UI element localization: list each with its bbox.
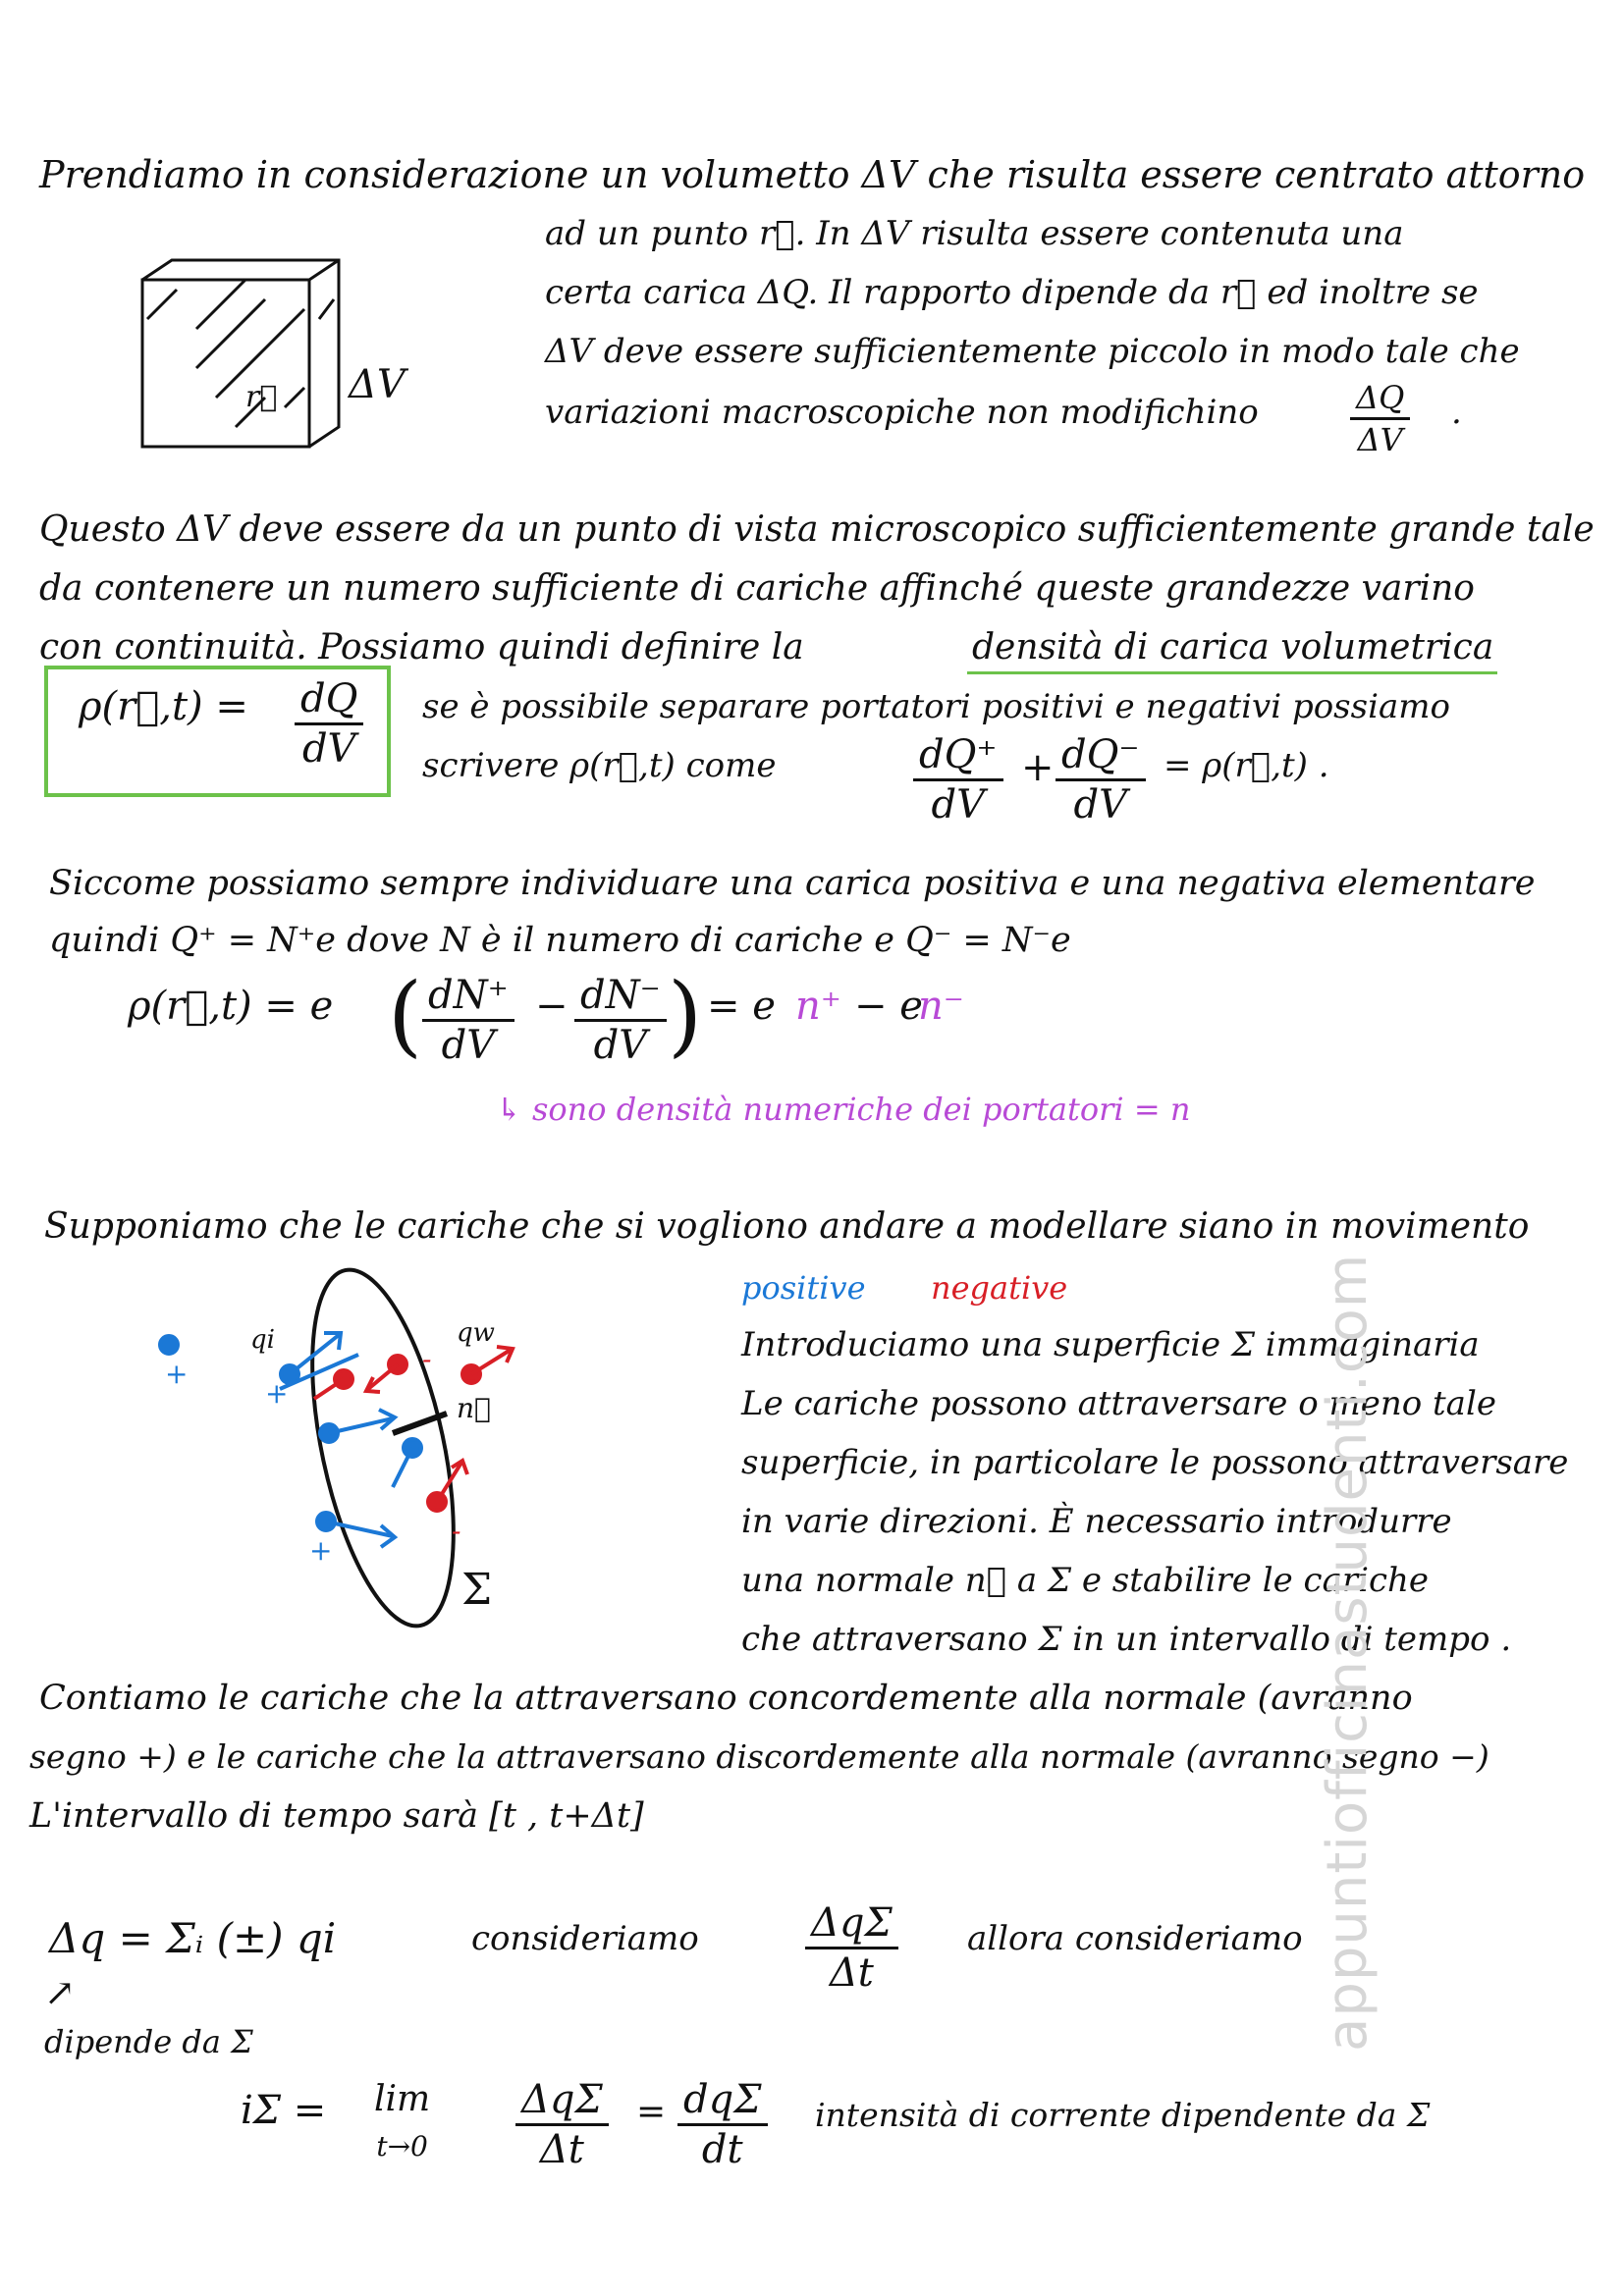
p1-line5: variazioni macroscopiche non modifichino bbox=[545, 393, 1259, 432]
p6-frac-den: Δt bbox=[829, 1950, 874, 1996]
p3-eq-rhs-b: − e bbox=[854, 984, 923, 1029]
p6-intensity: intensità di corrente dipendente da Σ bbox=[815, 2096, 1431, 2134]
fig-plus-1: + bbox=[165, 1358, 189, 1390]
p3-note: ↳ sono densità numeriche dei portatori = n bbox=[496, 1091, 1191, 1128]
p3-frac2-num: dN⁻ bbox=[574, 972, 667, 1022]
p2-frac1-num: dQ⁺ bbox=[913, 731, 1003, 781]
green-underline bbox=[967, 671, 1497, 674]
p6-lim-den: Δt bbox=[539, 2127, 584, 2172]
p2-line4: se è possibile separare portatori positivi e negativi possiamo bbox=[422, 687, 1450, 726]
boxed-lhs: ρ(r⃗,t) = bbox=[79, 684, 248, 729]
p1-frac-num: ΔQ bbox=[1350, 378, 1410, 420]
boxed-frac bbox=[295, 675, 363, 773]
p5-line1: Contiamo le cariche che la attraversano concordemente alla normale (avranno bbox=[39, 1679, 1413, 1718]
p2-line1: Questo ΔV deve essere da un punto di vista microscopico sufficientemente grande tale bbox=[39, 509, 1595, 550]
p2-line5a: scrivere ρ(r⃗,t) come bbox=[422, 746, 777, 785]
p4-r6: che attraversano Σ in un intervallo di tempo . bbox=[741, 1620, 1512, 1659]
p3-line1: Siccome possiamo sempre individuare una carica positiva e una negativa elementare bbox=[49, 864, 1536, 903]
p6-i-lhs: iΣ = bbox=[241, 2088, 327, 2133]
legend-negative: negative bbox=[931, 1269, 1068, 1307]
p6-consider1: consideriamo bbox=[471, 1919, 699, 1958]
p6-lim-bot: t→0 bbox=[376, 2130, 428, 2163]
boxed-den: dV bbox=[301, 726, 356, 772]
p6-lim-num: ΔqΣ bbox=[515, 2076, 609, 2126]
p3-minus: − bbox=[535, 984, 568, 1029]
cube-figure bbox=[137, 260, 373, 456]
p3-frac1-num: dN⁺ bbox=[422, 972, 514, 1022]
p3-eq-rhs-a: = e bbox=[707, 984, 776, 1029]
fig-plus-2: + bbox=[265, 1377, 289, 1410]
p2-line3a: con continuità. Possiamo quindi definire la bbox=[39, 627, 804, 667]
p4-r4: in varie direzioni. È necessario introdurre bbox=[741, 1502, 1452, 1541]
p6-eq: = bbox=[636, 2092, 667, 2132]
fig-sigma: Σ bbox=[461, 1565, 493, 1615]
p3-line2: quindi Q⁺ = N⁺e dove N è il numero di cariche e Q⁻ = N⁻e bbox=[49, 921, 1071, 960]
fig-minus-1: - bbox=[422, 1343, 432, 1375]
p5-line3: L'intervallo di tempo sarà [t , t+Δt] bbox=[29, 1796, 644, 1836]
p3-frac1-den: dV bbox=[441, 1023, 496, 1068]
watermark: appuntiofficinastudenti.com bbox=[1316, 1253, 1380, 2052]
p2-frac1-den: dV bbox=[931, 782, 985, 828]
surface-sigma-ellipse bbox=[286, 1257, 480, 1638]
fig-plus-3: + bbox=[309, 1534, 333, 1567]
p2-frac1 bbox=[913, 731, 1003, 828]
cube-dv-label: ΔV bbox=[349, 362, 406, 407]
p1-fraction bbox=[1350, 378, 1410, 459]
p2-frac2-num: dQ⁻ bbox=[1056, 731, 1146, 781]
p1-line3: certa carica ΔQ. Il rapporto dipende da r⃗ ed inoltre se bbox=[545, 273, 1479, 312]
fig-minus-2: - bbox=[466, 1362, 476, 1395]
fig-qw: qw bbox=[457, 1318, 495, 1348]
p3-frac2 bbox=[574, 972, 667, 1069]
p4-r3: superficie, in particolare le possono attraversare bbox=[741, 1443, 1569, 1482]
p3-paren-open: ( bbox=[388, 964, 423, 1067]
p6-arrow: ↗ bbox=[44, 1971, 76, 2014]
p6-lim bbox=[368, 2076, 436, 2170]
p6-d-den: dt bbox=[701, 2127, 743, 2172]
p6-d-frac bbox=[677, 2076, 768, 2173]
p2-frac2 bbox=[1056, 731, 1146, 828]
p6-lim-top: lim bbox=[374, 2079, 431, 2119]
p3-eq-lhs: ρ(r⃗,t) = e bbox=[128, 984, 334, 1029]
p4-r2: Le cariche possono attraversare o meno tale bbox=[741, 1384, 1496, 1423]
fig-minus-3: - bbox=[452, 1515, 461, 1547]
p5-line2: segno +) e le cariche che la attraversano discordemente alla normale (avranno segno −) bbox=[29, 1737, 1489, 1776]
p3-paren-close: ) bbox=[668, 964, 703, 1067]
p6-dq: Δq = Σᵢ (±) qi bbox=[49, 1914, 337, 1962]
blue-charge bbox=[160, 1336, 178, 1354]
surface-figure bbox=[147, 1266, 560, 1659]
p6-frac-num: ΔqΣ bbox=[805, 1899, 898, 1949]
p1-line2: ad un punto r⃗. In ΔV risulta essere contenuta una bbox=[545, 214, 1404, 253]
fig-qi: qi bbox=[250, 1325, 275, 1355]
p2-line3b: densità di carica volumetrica bbox=[972, 627, 1494, 667]
p6-lim-frac bbox=[515, 2076, 609, 2173]
fig-n: n⃗ bbox=[457, 1392, 491, 1424]
p1-line1: Prendiamo in considerazione un volumetto ΔV che risulta essere centrato attorno bbox=[39, 153, 1586, 196]
p1-line5-end: . bbox=[1451, 393, 1462, 432]
p6-frac bbox=[805, 1899, 898, 1997]
p6-depends: dipende da Σ bbox=[44, 2023, 253, 2060]
p2-line2: da contenere un numero sufficiente di cariche affinché queste grandezze varino bbox=[39, 568, 1475, 609]
p4-r1: Introduciamo una superficie Σ immaginaria bbox=[741, 1325, 1480, 1364]
p3-frac1 bbox=[422, 972, 514, 1069]
p1-line4: ΔV deve essere sufficientemente piccolo in modo tale che bbox=[545, 332, 1520, 371]
p3-n-plus: n⁺ bbox=[795, 984, 841, 1029]
legend-positive: positive bbox=[741, 1269, 866, 1307]
p2-plus: + bbox=[1021, 745, 1055, 790]
boxed-num: dQ bbox=[295, 675, 363, 725]
p4-r5: una normale n⃗ a Σ e stabilire le cariche bbox=[741, 1561, 1430, 1600]
p4-line1: Supponiamo che le cariche che si vogliono andare a modellare siano in movimento bbox=[44, 1206, 1530, 1247]
p2-line5b: = ρ(r⃗,t) . bbox=[1164, 746, 1329, 785]
p6-d-num: dqΣ bbox=[677, 2076, 768, 2126]
p2-frac2-den: dV bbox=[1073, 782, 1127, 828]
p3-n-minus: n⁻ bbox=[918, 984, 964, 1029]
p3-frac2-den: dV bbox=[593, 1023, 648, 1068]
p1-frac-den: ΔV bbox=[1357, 421, 1403, 458]
p6-consider2: allora consideriamo bbox=[967, 1919, 1303, 1958]
cube-r-label: r⃗ bbox=[245, 380, 278, 414]
